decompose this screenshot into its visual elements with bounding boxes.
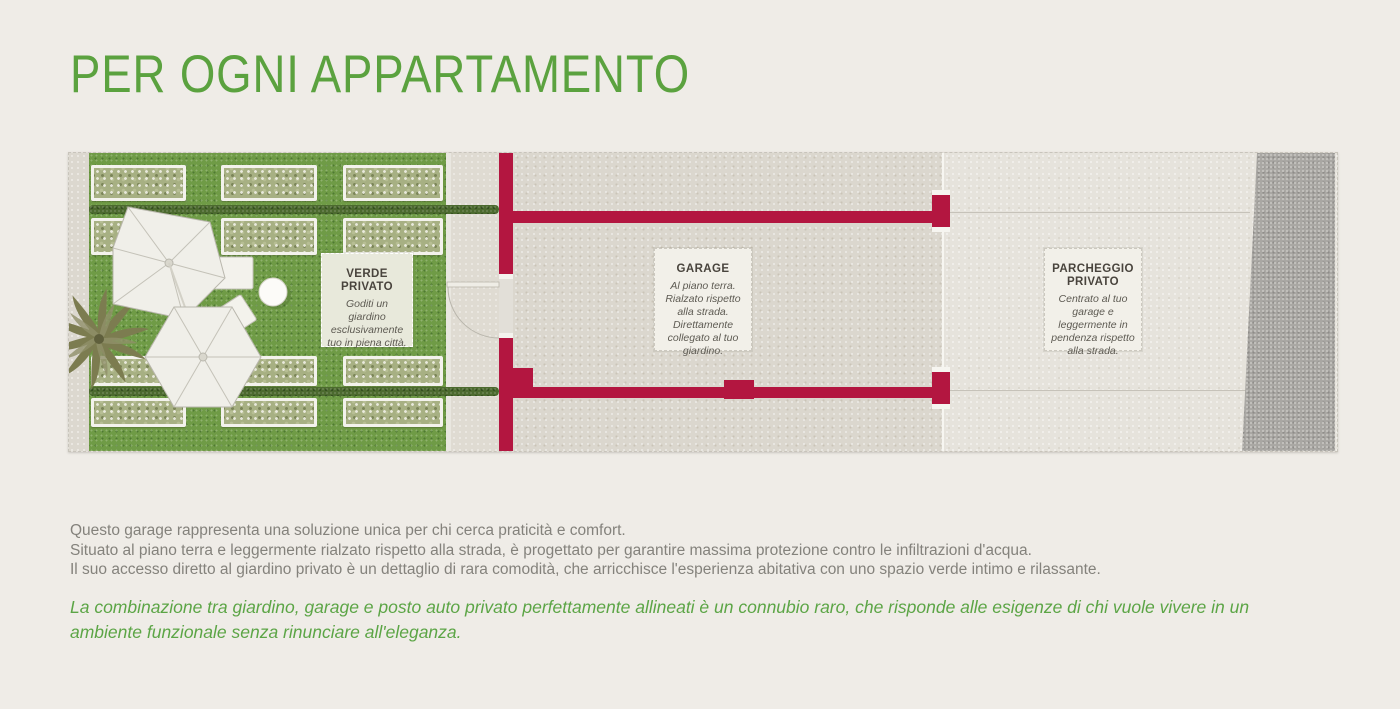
description-line: Questo garage rappresenta una soluzione unica per chi cerca praticità e comfort. (70, 522, 626, 539)
garage-pillar (724, 380, 754, 399)
verde-privato-card (321, 253, 413, 347)
garage-pillar (932, 372, 950, 404)
door-swing-icon (447, 282, 499, 338)
pillar-cap (932, 404, 950, 409)
garage-card (654, 248, 752, 357)
card-title: GARAGE (676, 263, 730, 275)
door-jamb (499, 333, 513, 338)
card-title: PARCHEGGIO PRIVATO (1052, 263, 1134, 288)
highlight-paragraph: La combinazione tra giardino, garage e posto auto privato perfettamente allineati è un connubio raro, che risponde alle esigenze di chi vuole vivere in un ambiente funzionale senza rinunciare all'eleganza. (70, 597, 1250, 642)
garage-wall (513, 211, 933, 223)
description-line: Situato al piano terra e leggermente rialzato rispetto alla strada, è progettato per garantire massima protezione contro le infiltrazioni d'acqua. (70, 541, 1032, 559)
parcheggio-privato-card (1044, 248, 1142, 357)
floor-plan (68, 152, 1338, 452)
pillar-cap (932, 227, 950, 232)
page-title: PER OGNI APPARTAMENTO (70, 45, 691, 104)
garage-wall (499, 153, 513, 279)
door-jamb (499, 274, 513, 279)
table-icon (259, 278, 291, 309)
card-body: Al piano terra. Rialzato rispetto alla strada. Direttamente collegato al tuo giardino. (665, 280, 741, 357)
card-title: VERDE PRIVATO (340, 268, 393, 293)
garage-wall (499, 368, 533, 398)
description-paragraph (70, 521, 1350, 580)
card-body: Goditi un giardino esclusivamente tuo in piena città. (327, 298, 407, 349)
card-body: Centrato al tuo garage e leggermente in pendenza rispetto alla strada. (1051, 293, 1135, 357)
description-line: Il suo accesso diretto al giardino privato è un dettaglio di rara comodità, che arricchisce l'esperienza abitativa con uno spazio verde intimo e rilassante. (70, 561, 1101, 578)
garage-pillar (932, 195, 950, 227)
